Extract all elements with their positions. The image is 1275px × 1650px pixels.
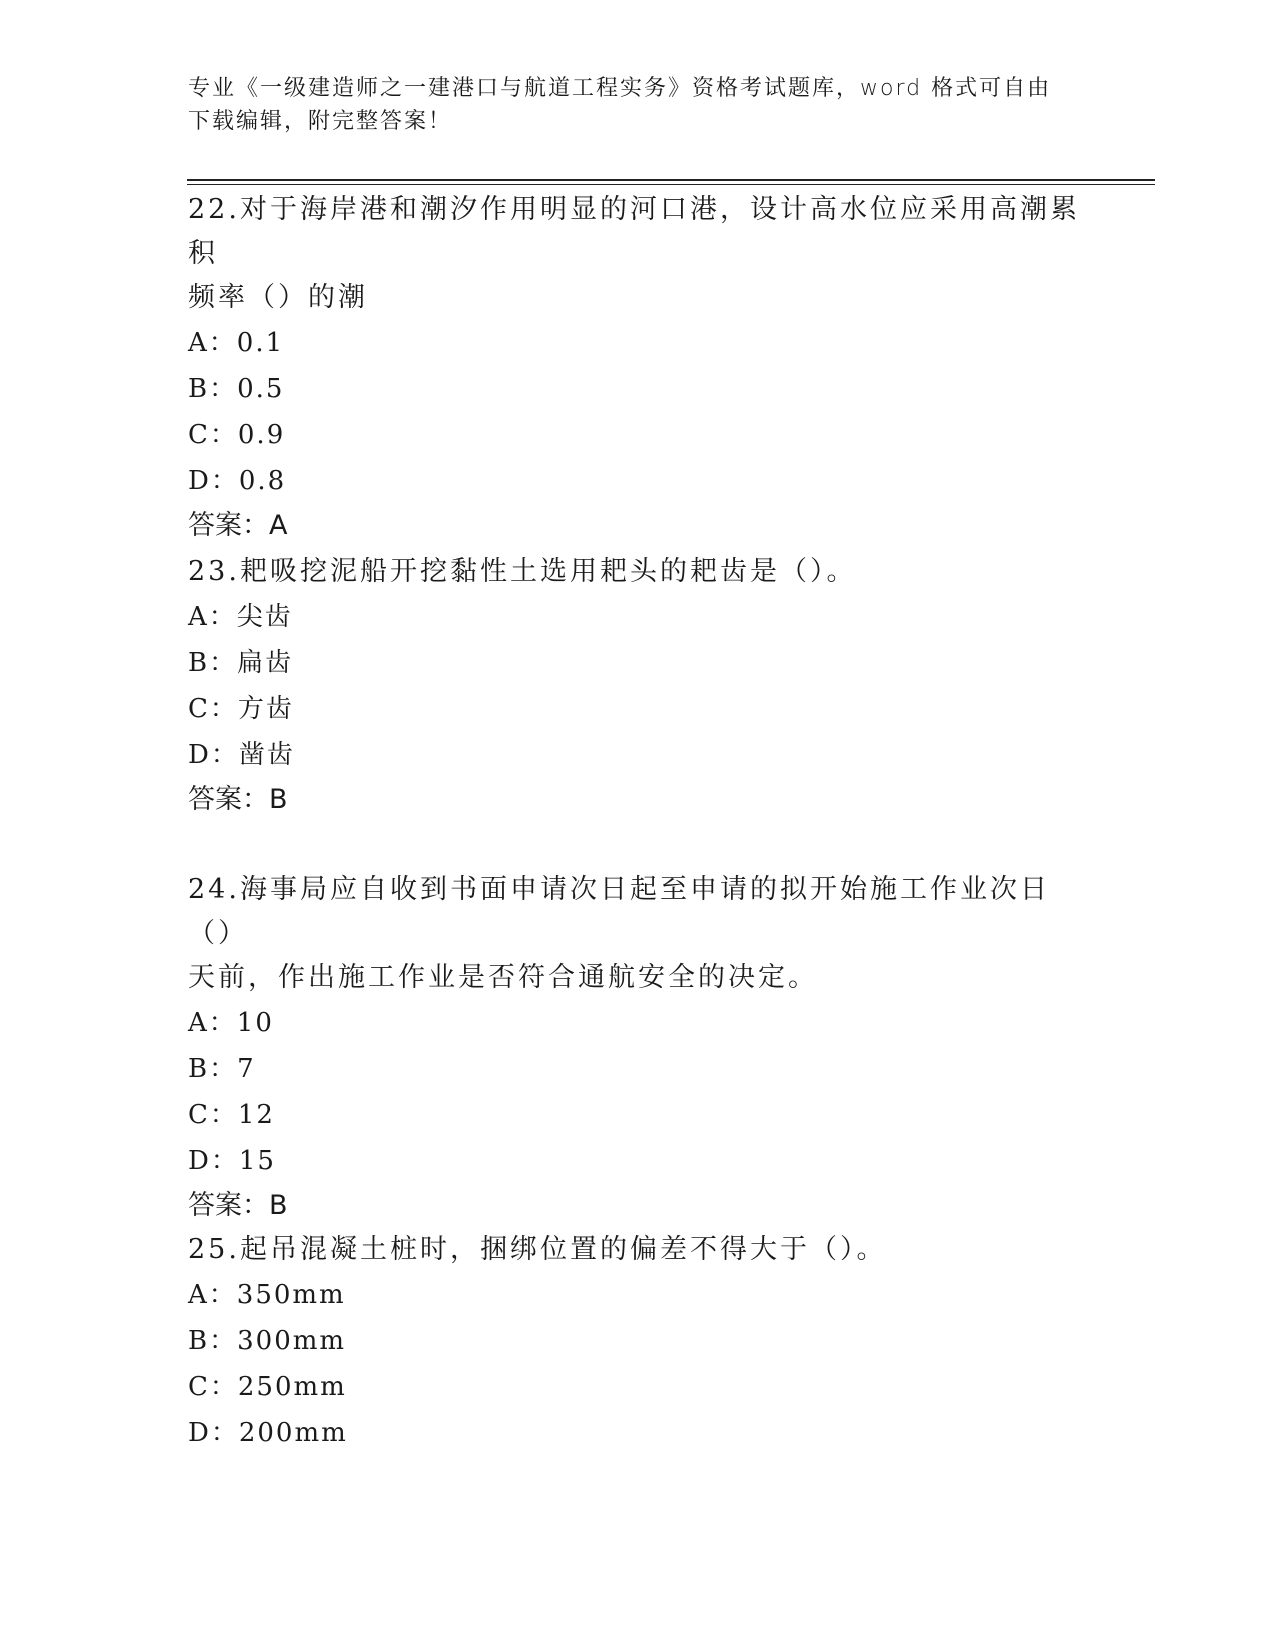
option-b: B：300mm xyxy=(188,1326,347,1356)
question-stem: 24.海事局应自收到书面申请次日起至申请的拟开始施工作业次日（） xyxy=(188,874,1050,949)
question-stem: 23.耙吸挖泥船开挖黏性土选用耙头的耙齿是（）。 xyxy=(188,556,857,587)
option-b: B：扁齿 xyxy=(188,648,294,678)
question-stem: 天前，作出施工作业是否符合通航安全的决定。 xyxy=(188,962,818,993)
option-d: D：凿齿 xyxy=(188,740,295,770)
question-24 xyxy=(188,868,1088,1228)
option-a: A：350mm xyxy=(188,1280,346,1310)
option-d: D：200mm xyxy=(188,1418,348,1448)
option-b: B：7 xyxy=(188,1054,256,1084)
option-a: A：0.1 xyxy=(188,328,285,358)
question-stem: 频率（）的潮 xyxy=(188,282,368,313)
answer: 答案：B xyxy=(188,784,288,815)
option-c: C：250mm xyxy=(188,1372,347,1402)
option-c: C：0.9 xyxy=(188,420,286,450)
option-b: B：0.5 xyxy=(188,374,285,404)
option-a: A：10 xyxy=(188,1008,274,1038)
document-header xyxy=(188,72,1088,138)
header-divider-thick xyxy=(187,179,1155,181)
answer: 答案：B xyxy=(188,1190,288,1221)
option-d: D：0.8 xyxy=(188,466,287,496)
header-line-1: 专业《一级建造师之一建港口与航道工程实务》资格考试题库，word 格式可自由 xyxy=(188,76,1052,101)
question-25 xyxy=(188,1228,1088,1456)
header-line-2: 下载编辑，附完整答案！ xyxy=(188,109,453,134)
question-23 xyxy=(188,550,1088,822)
question-stem: 25.起吊混凝土桩时，捆绑位置的偏差不得大于（）。 xyxy=(188,1234,887,1265)
option-c: C：12 xyxy=(188,1100,275,1130)
question-22 xyxy=(188,188,1088,548)
question-stem: 22.对于海岸港和潮汐作用明显的河口港，设计高水位应采用高潮累积 xyxy=(188,194,1080,269)
option-c: C：方齿 xyxy=(188,694,294,724)
answer: 答案：A xyxy=(188,510,288,541)
header-divider-thin xyxy=(187,184,1155,185)
option-d: D：15 xyxy=(188,1146,276,1176)
option-a: A：尖齿 xyxy=(188,602,293,632)
